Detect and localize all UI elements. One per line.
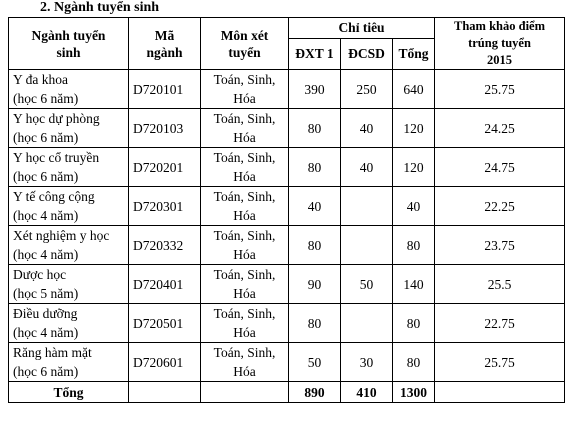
quota-dcsd: 40 bbox=[341, 109, 393, 148]
program-name: Điều dưỡng (học 4 năm) bbox=[9, 304, 129, 343]
quota-total: 120 bbox=[393, 109, 435, 148]
quota-dxt: 40 bbox=[289, 187, 341, 226]
quota-dcsd bbox=[341, 187, 393, 226]
header-quota-dcsd: ĐCSD bbox=[341, 38, 393, 69]
program-code: D720501 bbox=[129, 304, 201, 343]
total-code-empty bbox=[129, 382, 201, 403]
header-program: Ngành tuyển sinh bbox=[9, 18, 129, 70]
quota-dcsd bbox=[341, 226, 393, 265]
table-row bbox=[9, 343, 565, 382]
program-name: Y học dự phòng (học 6 năm) bbox=[9, 109, 129, 148]
header-quota-total: Tổng bbox=[393, 38, 435, 69]
reference-score: 24.75 bbox=[435, 148, 565, 187]
quota-dxt: 80 bbox=[289, 148, 341, 187]
total-all: 1300 bbox=[393, 382, 435, 403]
quota-dcsd: 30 bbox=[341, 343, 393, 382]
quota-total: 640 bbox=[393, 70, 435, 109]
program-name: Y học cổ truyền (học 6 năm) bbox=[9, 148, 129, 187]
header-score: Tham khảo điểm trúng tuyển 2015 bbox=[435, 18, 565, 70]
total-dcsd: 410 bbox=[341, 382, 393, 403]
reference-score: 25.5 bbox=[435, 265, 565, 304]
reference-score: 22.75 bbox=[435, 304, 565, 343]
program-subjects: Toán, Sinh, Hóa bbox=[201, 70, 289, 109]
program-code: D720401 bbox=[129, 265, 201, 304]
quota-total: 120 bbox=[393, 148, 435, 187]
quota-dxt: 50 bbox=[289, 343, 341, 382]
reference-score: 23.75 bbox=[435, 226, 565, 265]
total-label: Tổng bbox=[9, 382, 129, 403]
quota-total: 40 bbox=[393, 187, 435, 226]
program-name: Y đa khoa (học 6 năm) bbox=[9, 70, 129, 109]
program-subjects: Toán, Sinh, Hóa bbox=[201, 343, 289, 382]
quota-dxt: 80 bbox=[289, 109, 341, 148]
header-row bbox=[9, 18, 565, 39]
quota-dcsd: 250 bbox=[341, 70, 393, 109]
table-row bbox=[9, 148, 565, 187]
program-code: D720101 bbox=[129, 70, 201, 109]
section-heading: 2. Ngành tuyển sinh bbox=[40, 0, 160, 15]
header-quota: Chỉ tiêu bbox=[289, 18, 435, 39]
table-row bbox=[9, 226, 565, 265]
program-subjects: Toán, Sinh, Hóa bbox=[201, 109, 289, 148]
reference-score: 25.75 bbox=[435, 70, 565, 109]
program-subjects: Toán, Sinh, Hóa bbox=[201, 187, 289, 226]
table-row bbox=[9, 187, 565, 226]
program-code: D720301 bbox=[129, 187, 201, 226]
program-code: D720103 bbox=[129, 109, 201, 148]
quota-total: 80 bbox=[393, 304, 435, 343]
program-code: D720601 bbox=[129, 343, 201, 382]
header-code: Mã ngành bbox=[129, 18, 201, 70]
program-code: D720332 bbox=[129, 226, 201, 265]
table-row bbox=[9, 265, 565, 304]
quota-dcsd bbox=[341, 304, 393, 343]
quota-dxt: 80 bbox=[289, 304, 341, 343]
quota-dcsd: 40 bbox=[341, 148, 393, 187]
program-name: Xét nghiệm y học (học 4 năm) bbox=[9, 226, 129, 265]
program-name: Y tế công cộng (học 4 năm) bbox=[9, 187, 129, 226]
reference-score: 24.25 bbox=[435, 109, 565, 148]
admissions-table bbox=[8, 17, 565, 403]
program-code: D720201 bbox=[129, 148, 201, 187]
table-row bbox=[9, 70, 565, 109]
reference-score: 25.75 bbox=[435, 343, 565, 382]
program-subjects: Toán, Sinh, Hóa bbox=[201, 304, 289, 343]
quota-total: 140 bbox=[393, 265, 435, 304]
reference-score: 22.25 bbox=[435, 187, 565, 226]
table-row bbox=[9, 304, 565, 343]
table-row bbox=[9, 109, 565, 148]
program-subjects: Toán, Sinh, Hóa bbox=[201, 265, 289, 304]
total-row bbox=[9, 382, 565, 403]
total-dxt: 890 bbox=[289, 382, 341, 403]
quota-dxt: 390 bbox=[289, 70, 341, 109]
header-quota-dxt: ĐXT 1 bbox=[289, 38, 341, 69]
quota-dcsd: 50 bbox=[341, 265, 393, 304]
quota-dxt: 80 bbox=[289, 226, 341, 265]
program-subjects: Toán, Sinh, Hóa bbox=[201, 226, 289, 265]
quota-total: 80 bbox=[393, 226, 435, 265]
total-score-empty bbox=[435, 382, 565, 403]
quota-dxt: 90 bbox=[289, 265, 341, 304]
table-body bbox=[9, 70, 565, 382]
quota-total: 80 bbox=[393, 343, 435, 382]
program-name: Răng hàm mặt (học 6 năm) bbox=[9, 343, 129, 382]
total-subj-empty bbox=[201, 382, 289, 403]
header-subjects: Môn xét tuyển bbox=[201, 18, 289, 70]
program-subjects: Toán, Sinh, Hóa bbox=[201, 148, 289, 187]
program-name: Dược học (học 5 năm) bbox=[9, 265, 129, 304]
